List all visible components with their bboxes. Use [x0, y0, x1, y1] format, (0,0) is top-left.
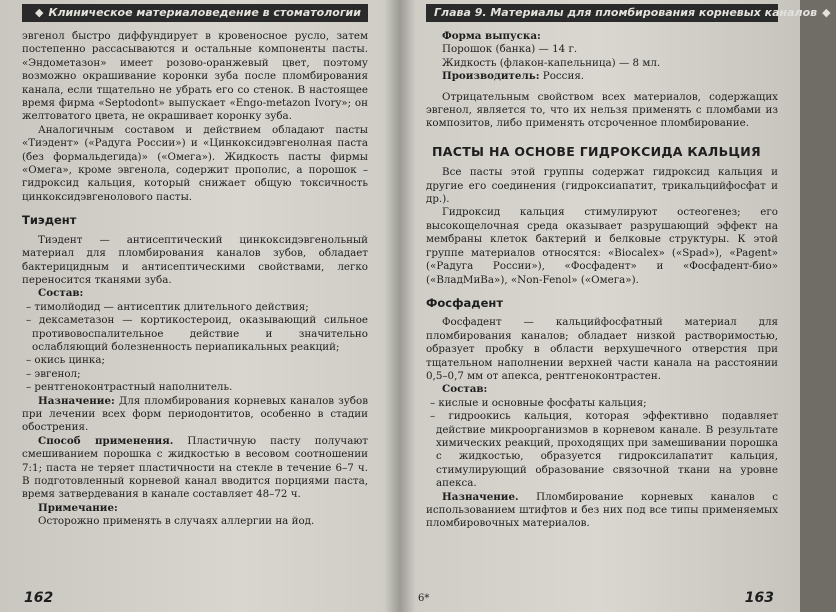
paragraph: Гидроксид кальция стимулируют остеогенез; его высокощелочная среда оказывает разрушающий эффект на мембраны клеток бактерий и белковые структуры. К этой группе материалов относятся: «Biocalex» («Spad»), «Pagent» («Радуга России»), «Фосфадент» и «Фосфадент-био» («ВладМиВа»), «Non-Fenol» («Омега»). — [426, 206, 778, 286]
list-item: – окись цинка; — [26, 354, 105, 367]
paragraph: Тиэдент — антисептический цинкоксидэвгенольный материал для пломбирования каналов зубов, обладает бактерицидным и антисептическими свойствами, легко переносится тканями зуба. — [22, 233, 368, 286]
right-page — [402, 0, 831, 612]
paragraph: эвгенол быстро диффундирует в кровеносное русло, затем постепенно рассасываются и остальные компоненты пасты. «Эндометазон» имеет розово-оранжевый цвет, поэтому возможно окрашивание коронки зуба после пломбирования канала, если тщательно не убрать его со стенок. В настоящее время фирма «Septodont» выпускает «Engo-metazon Ivory»; он желтоватого цвета, не окрашивает коронку зуба. — [22, 30, 368, 123]
left-page-body — [22, 30, 368, 529]
paragraph: Отрицательным свойством всех материалов, содержащих эвгенол, является то, что их нельзя применять с пломбами из композитов, либо применять отсроченное пломбирование. — [426, 90, 778, 130]
list-item: – эвгенол; — [26, 367, 81, 380]
method-paragraph: Способ применения. Пластичную пасту получают смешиванием порошка с жидкостью в весовом соотношении 7:1; паста не теряет пластичности на стекле в течение 6–7 ч. В подготовленный корневой канал вводится порциями паста, время затвердевания в канале составляет 48–72 ч. — [22, 434, 368, 501]
purpose-paragraph: Назначение. Пломбирование корневых каналов с использованием штифтов и без них под все типы применяемых пломбировочных материалов. — [426, 490, 778, 530]
list-item: – рентгеноконтрастный наполнитель. — [26, 381, 233, 394]
list-item: – гидроокись кальция, которая эффективно подавляет действие микроорганизмов в корневом канале. В результате химических реакций, проходящих при замешивании порошка с жидкостью, образуется гидроксилапатит кальция, стимулирующий образование связочной ткани на уровне апекса. — [430, 410, 778, 490]
section-heading: ПАСТЫ НА ОСНОВЕ ГИДРОКСИДА КАЛЬЦИЯ — [432, 143, 761, 159]
maker-line: Производитель: Россия. — [442, 70, 585, 83]
form-line: Жидкость (флакон-капельница) — 8 мл. — [442, 56, 661, 69]
composition-label: Состав: — [38, 287, 84, 300]
subheading-fosfadent: Фосфадент — [426, 295, 503, 310]
list-item: – дексаметазон — кортикостероид, оказывающий сильное противовоспалительное действие и значительно ослабляющий болезненность периапикальных реакций; — [26, 314, 368, 353]
form-label: Форма выпуска: — [442, 30, 541, 42]
paragraph: Фосфадент — кальцийфосфатный материал для пломбирования каналов; обладает низкой растворимостью, образует пробку в области верхушечного отверстия при тщательном наполнении верхней части канала на расстоянии 0,5–0,7 мм от апекса, рентгеноконтрастен. — [426, 316, 778, 382]
form-line: Порошок (банка) — 14 г. — [442, 43, 578, 56]
subheading-tiedent: Тиэдент — [22, 213, 77, 228]
note-text: Осторожно применять в случаях аллергии на йод. — [38, 515, 315, 528]
paragraph: Все пасты этой группы содержат гидроксид кальция и другие его соединения (гидроксиапатит, трикальцийфосфат и др.). — [426, 166, 778, 206]
right-page-body — [426, 30, 778, 531]
list-item: – тимолйодид — антисептик длительного действия; — [26, 300, 309, 313]
left-page — [0, 0, 398, 612]
signature-mark: 6* — [418, 593, 430, 604]
paragraph: Аналогичным составом и действием обладают пасты «Тиэдент» («Радуга России») и «Цинкоксидэвгенолная паста (без формальдегида)» («Омега»). Жидкость пасты фирмы «Омега», кроме эвгенола, содержит прополис, а порошок – гидроксид кальция, который снижает общую токсичность цинкоксидэвгенолового пасты. — [22, 123, 368, 203]
list-item: – кислые и основные фосфаты кальция; — [430, 396, 647, 409]
composition-label: Состав: — [442, 383, 488, 396]
running-head-left: ◆ Клиническое материаловедение в стоматологии — [22, 4, 368, 22]
note-label: Примечание: — [38, 501, 118, 514]
page-number-right: 163 — [744, 590, 774, 606]
running-head-right: Глава 9. Материалы для пломбирования корневых каналов ◆ — [426, 4, 778, 22]
page-number-left: 162 — [24, 590, 54, 606]
purpose-paragraph: Назначение: Для пломбирования корневых каналов зубов при лечении всех форм периодонтитов, особенно в стадии обострения. — [22, 394, 368, 434]
